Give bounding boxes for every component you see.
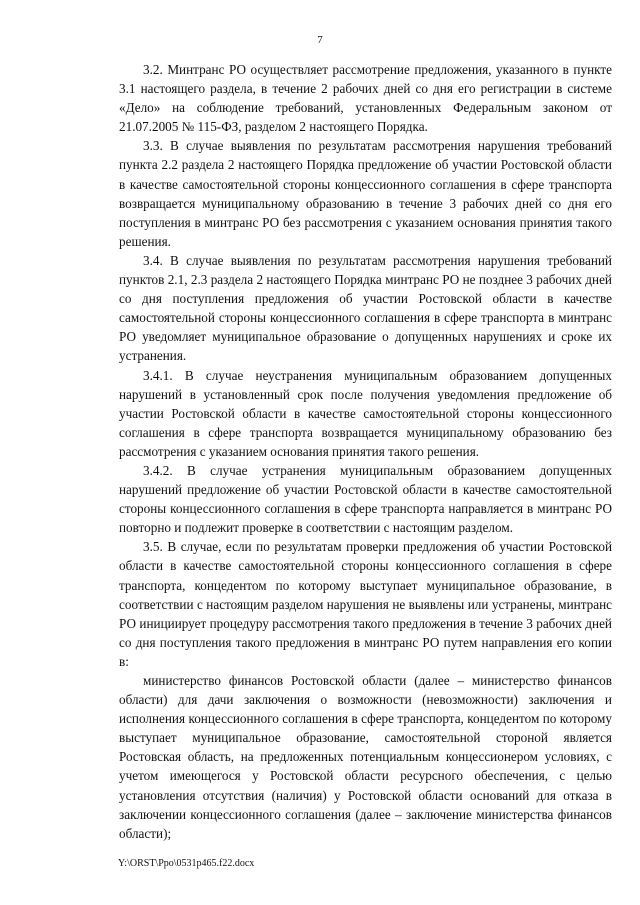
footer-file-path: Y:\ORST\Ppo\0531p465.f22.docx bbox=[118, 858, 255, 869]
paragraph-3-4-2: 3.4.2. В случае устранения муниципальным образованием допущенных нарушений предложение об участии Ростовской области в качестве самостоятельной стороны концессионного соглашения в сфере транспорта направляется в минтранс РО повторно и подлежит проверке в соответствии с настоящим разделом. bbox=[119, 462, 612, 536]
paragraph-ministry-finance: министерство финансов Ростовской области (далее – министерство финансов области) для дачи заключения о возможности (невозможности) заключения и исполнения концессионного соглашения в сфере транспорта, концедентом по которому выступает муниципальное образование, самостоятельной стороной является Ростовская область, на предложенных потенциальным концессионером условиях, с учетом имеющегося у Ростовской области ресурсного обеспечения, с целью установления отсутствия (наличия) у Ростовской области оснований для отказа в заключении концессионного соглашения (далее – заключение министерства финансов области); bbox=[119, 673, 612, 841]
document-body bbox=[119, 60, 612, 843]
paragraph-3-3: 3.3. В случае выявления по результатам рассмотрения нарушения требований пункта 2.2 раздела 2 настоящего Порядка предложение об участии Ростовской области в качестве самостоятельной стороны концессионного соглашения в сфере транспорта возвращается муниципальному образованию в течение 3 рабочих дней со дня его поступления в минтранс РО без рассмотрения с указанием основания принятия такого решения. bbox=[119, 138, 612, 249]
paragraph-3-4: 3.4. В случае выявления по результатам рассмотрения нарушения требований пунктов 2.1, 2.3 раздела 2 настоящего Порядка минтранс РО не позднее 3 рабочих дней со дня поступления предложения об участии Ростовской области в качестве самостоятельной стороны концессионного соглашения в сфере транспорта в минтранс РО уведомляет муниципальное образование о допущенных нарушениях и сроке их устранения. bbox=[119, 252, 612, 364]
paragraph-3-5: 3.5. В случае, если по результатам проверки предложения об участии Ростовской области в качестве самостоятельной стороны концессионного соглашения в сфере транспорта, концедентом по которому выступает муниципальное образование, в соответствии с настоящим разделом нарушения не выявлены или устранены, минтранс РО инициирует процедуру рассмотрения такого предложения в течение 3 рабочих дней со дня поступления такого предложения в минтранс РО путем направления его копии в: bbox=[119, 539, 612, 669]
paragraph-3-2: 3.2. Минтранс РО осуществляет рассмотрение предложения, указанного в пункте 3.1 настоящего раздела, в течение 2 рабочих дней со дня его регистрации в системе «Дело» на соблюдение требований, установленных Федеральным законом от 21.07.2005 № 115-ФЗ, разделом 2 настоящего Порядка. bbox=[119, 62, 612, 135]
page-number: 7 bbox=[317, 34, 323, 46]
paragraph-3-4-1: 3.4.1. В случае неустранения муниципальным образованием допущенных нарушений в установленный срок после получения уведомления предложение об участии Ростовской области в качестве самостоятельной стороны концессионного соглашения в сфере транспорта возвращается муниципальному образованию без рассмотрения с указанием основания принятия такого решения. bbox=[119, 367, 612, 459]
